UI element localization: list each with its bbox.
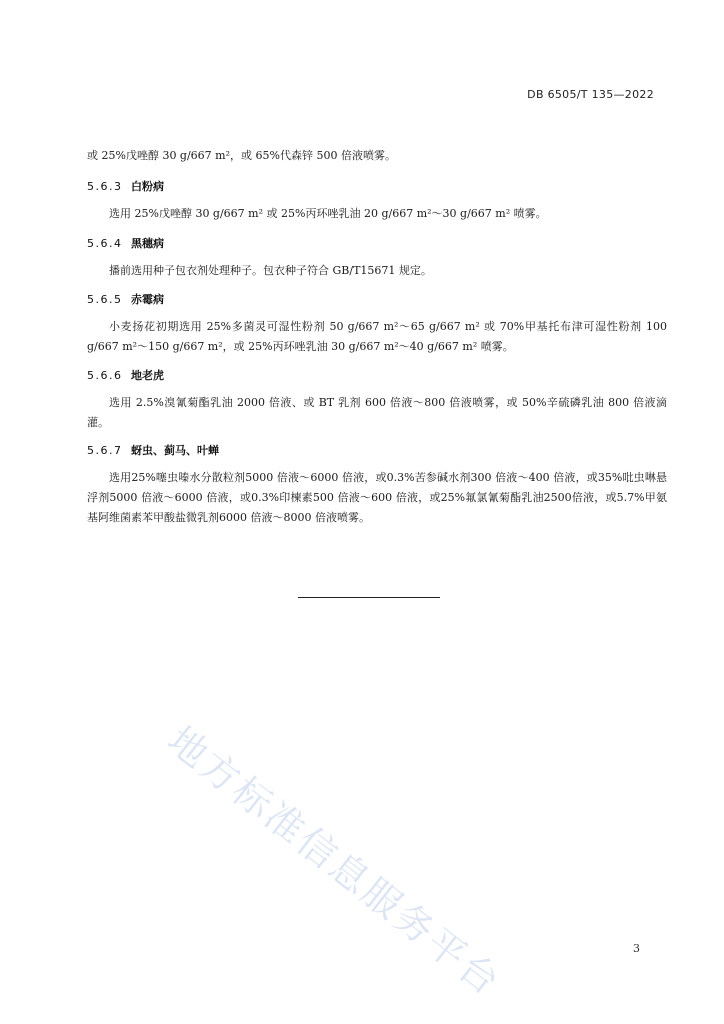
section-title: 赤霉病 [131,293,164,306]
section-number: 5.6.3 [87,180,123,193]
section-title: 地老虎 [131,369,164,382]
section-number: 5.6.4 [87,237,123,250]
section-heading-5-6-6 [87,368,164,384]
section-heading-5-6-4 [87,236,164,252]
section-heading-5-6-7 [87,443,219,459]
section-number: 5.6.5 [87,293,123,306]
section-paragraph-5-6-7: 选用25%噻虫嗪水分散粒剂5000 倍液～6000 倍液，或0.3%苦参碱水剂300 倍液～400 倍液，或35%吡虫啉悬浮剂5000 倍液～6000 倍液，或0.3%印楝素500 倍液～600 倍液，或25%氟氯氰菊酯乳油2500倍液，或5.7%甲氨基阿维菌素苯甲酸盐微乳剂6000 倍液～8000 倍液喷雾。 [87,471,667,524]
page-number: 3 [633,942,640,955]
section-title: 白粉病 [131,180,164,193]
section-paragraph-5-6-6: 选用 2.5%溴氰菊酯乳油 2000 倍液、或 BT 乳剂 600 倍液～800 倍液喷雾，或 50%辛硫磷乳油 800 倍液滴灌。 [87,396,667,429]
watermark: 地方标准信息服务平台 [159,717,510,1006]
section-number: 5.6.7 [87,444,123,457]
section-heading-5-6-5 [87,292,164,308]
continuation-paragraph: 或 25%戊唑醇 30 g/667 m²，或 65%代森锌 500 倍液喷雾。 [87,149,396,162]
section-title: 蚜虫、蓟马、叶蝉 [131,444,219,457]
section-title: 黑穗病 [131,237,164,250]
section-number: 5.6.6 [87,369,123,382]
end-rule [298,597,440,598]
section-paragraph-5-6-3: 选用 25%戊唑醇 30 g/667 m² 或 25%丙环唑乳油 20 g/667 m²～30 g/667 m² 喷雾。 [109,207,547,220]
section-paragraph-5-6-4: 播前选用种子包衣剂处理种子。包衣种子符合 GB/T15671 规定。 [109,264,432,277]
section-paragraph-5-6-5: 小麦扬花初期选用 25%多菌灵可湿性粉剂 50 g/667 m²～65 g/667 m² 或 70%甲基托布津可湿性粉剂 100 g/667 m²～150 g/667 m²，或 25%丙环唑乳油 30 g/667 m²～40 g/667 m² 喷雾。 [87,320,667,353]
standard-code: DB 6505/T 135—2022 [527,88,654,101]
section-heading-5-6-3 [87,179,164,195]
